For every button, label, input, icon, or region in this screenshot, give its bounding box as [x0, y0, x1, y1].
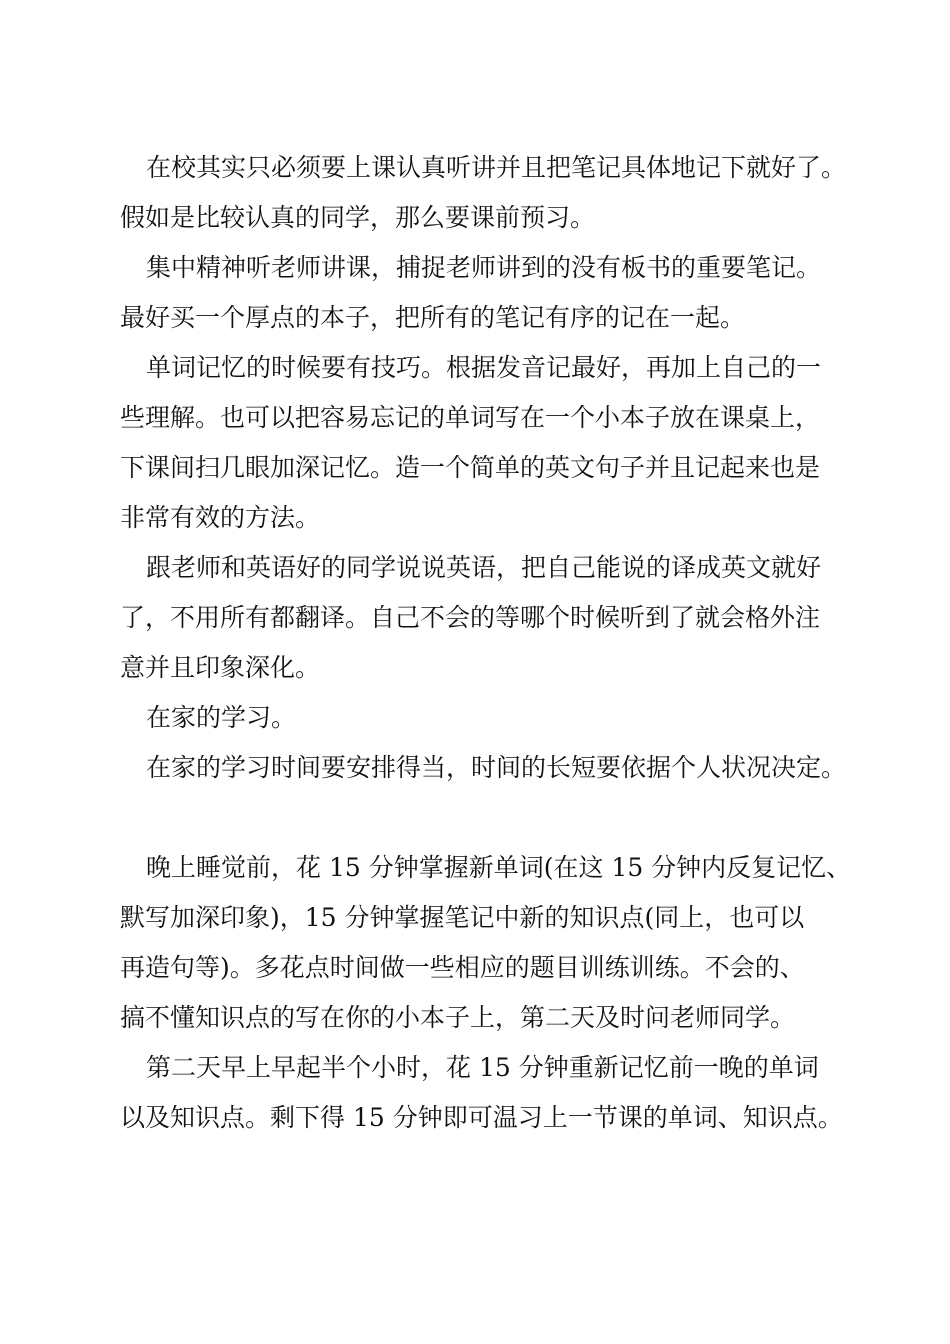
text-line: 跟老师和英语好的同学说说英语，把自己能说的译成英文就好 — [146, 553, 822, 582]
text-line: 下课间扫几眼加深记忆。造一个简单的英文句子并且记起来也是 — [120, 453, 821, 482]
text-line: 集中精神听老师讲课，捕捉老师讲到的没有板书的重要笔记。 — [146, 253, 822, 282]
text-line: 以及知识点。剩下得 15 分钟即可温习上一节课的单词、知识点。 — [120, 1103, 843, 1132]
text-line: 意并且印象深化。 — [120, 653, 321, 682]
text-line: 默写加深印象)，15 分钟掌握笔记中新的知识点(同上，也可以 — [120, 903, 805, 932]
text-line: 单词记忆的时候要有技巧。根据发音记最好，再加上自己的一 — [146, 353, 822, 382]
text-line: 了，不用所有都翻译。自己不会的等哪个时候听到了就会格外注 — [120, 603, 821, 632]
text-line: 搞不懂知识点的写在你的小本子上，第二天及时问老师同学。 — [120, 1003, 796, 1032]
text-line: 在校其实只必须要上课认真听讲并且把笔记具体地记下就好了。 — [146, 153, 847, 182]
text-line: 晚上睡觉前，花 15 分钟掌握新单词(在这 15 分钟内反复记忆、 — [146, 853, 852, 882]
text-line: 些理解。也可以把容易忘记的单词写在一个小本子放在课桌上， — [120, 403, 821, 432]
text-line: 非常有效的方法。 — [120, 503, 321, 532]
text-line: 第二天早上早起半个小时，花 15 分钟重新记忆前一晚的单词 — [146, 1053, 819, 1082]
text-line: 最好买一个厚点的本子，把所有的笔记有序的记在一起。 — [120, 303, 746, 332]
text-line: 在家的学习。 — [146, 703, 297, 732]
text-line: 假如是比较认真的同学，那么要课前预习。 — [120, 203, 596, 232]
text-line: 在家的学习时间要安排得当，时间的长短要依据个人状况决定。 — [146, 753, 847, 782]
text-line: 再造句等)。多花点时间做一些相应的题目训练训练。不会的、 — [120, 953, 805, 982]
